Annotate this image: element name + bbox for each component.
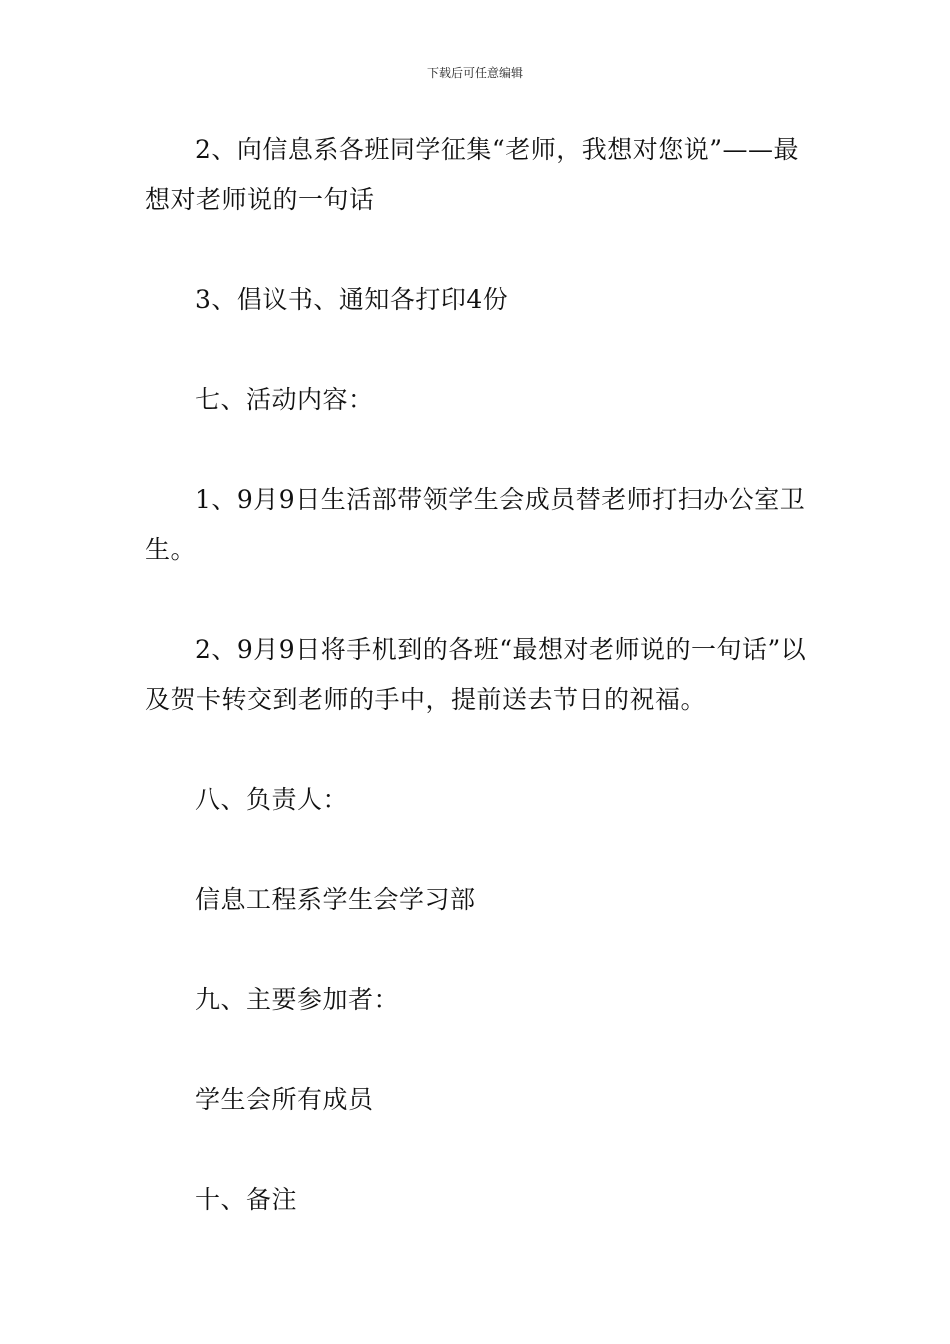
paragraph-print-copies: 3、倡议书、通知各打印4份 bbox=[195, 285, 509, 314]
document-body bbox=[145, 125, 810, 1275]
paragraph-cleaning-office: 1、9月9日生活部带领学生会成员替老师打扫办公室卫生。 bbox=[145, 485, 806, 564]
paragraph-deliver-cards: 2、9月9日将手机到的各班“最想对老师说的一句话”以及贺卡转交到老师的手中，提前送去节日的祝福。 bbox=[145, 635, 807, 714]
paragraph-responsible-dept: 信息工程系学生会学习部 bbox=[195, 885, 476, 914]
section-heading-notes: 十、备注 bbox=[195, 1185, 298, 1214]
page-header: 下载后可任意编辑 bbox=[426, 66, 523, 80]
paragraph-participants: 学生会所有成员 bbox=[195, 1085, 374, 1114]
paragraph-collect-messages: 2、向信息系各班同学征集“老师，我想对您说”——最想对老师说的一句话 bbox=[145, 135, 799, 214]
section-heading-responsible: 八、负责人： bbox=[195, 785, 349, 814]
section-heading-activity-content: 七、活动内容： bbox=[195, 385, 374, 414]
section-heading-participants: 九、主要参加者： bbox=[195, 985, 400, 1014]
